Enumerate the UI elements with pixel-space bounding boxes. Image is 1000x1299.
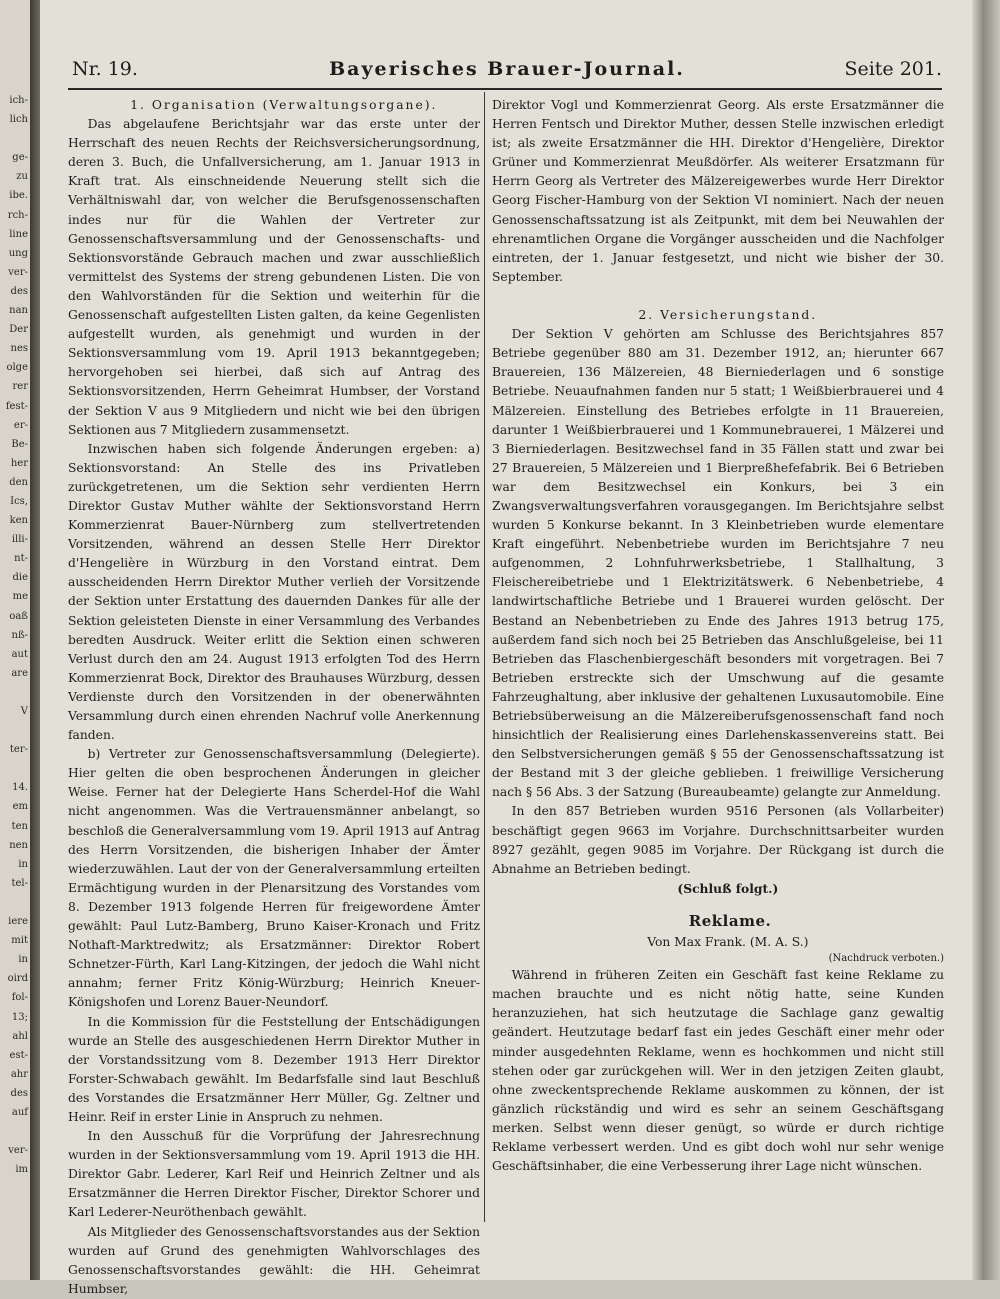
margin-fragment: oird [7, 973, 28, 985]
margin-fragment: line [9, 228, 28, 240]
margin-fragment: er- [13, 419, 28, 431]
margin-fragment: des [10, 285, 28, 297]
column-divider [484, 92, 485, 1222]
margin-fragment: auf [11, 1106, 28, 1118]
margin-fragment: ter- [9, 744, 28, 756]
margin-fragment: oaß [9, 610, 28, 622]
margin-fragment: nß- [11, 629, 28, 641]
newspaper-page [40, 0, 972, 1296]
page-number: Seite 201. [844, 58, 942, 80]
margin-fragment: zu [16, 171, 28, 183]
margin-fragment: Ics, [10, 495, 28, 507]
paragraph: Das abgelaufene Berichtsjahr war das erste unter der Herrschaft des neuen Rechts der Reichsversicherungsordnung, deren 3. Buch, die Unfallversicherung, am 1. Januar 1913 in Kraft trat. Als einschneidende Neuerung stellt sich die Verhältniswahl dar, von welcher die Berufsgenossenschaften indes nur für die Wahlen der Vertreter zur Genossenschaftsversammlung und der Genossenschafts- und Sektionsvorstände Gebrauch machen und zwar ausschließlich vermittelst des Systems der streng gebundenen Listen. Die von den Wahlvorständen für die Sektion und weiterhin für die Genossenschaft aufgestellten Listen galten, da keine Gegenlisten aufgestellt wurden, als genehmigt und wurden in der Sektionsversammlung vom 19. April 1913 bekanntgegeben; hervorgehoben sei hierbei, daß sich auf Antrag des Sektionsvorsitzenden, Herrn Geheimrat Humbser, der Vorstand der Sektion V aus 9 Mitgliedern und nicht wie bei den übrigen Sektionen aus 7 Mitgliedern zusammensetzt. [68, 117, 480, 437]
previous-page-fragments [0, 92, 30, 1180]
book-gutter [30, 0, 40, 1280]
margin-fragment: est- [9, 1049, 28, 1061]
margin-fragment: illi- [11, 534, 28, 546]
margin-fragment: nen [9, 839, 28, 851]
margin-fragment [0, 722, 30, 741]
margin-fragment: 13; [11, 1011, 28, 1023]
margin-fragment [0, 1123, 30, 1142]
margin-fragment [0, 894, 30, 913]
margin-fragment: nt- [14, 553, 28, 565]
article-title: Reklame. [688, 911, 772, 930]
margin-fragment: fest- [5, 400, 28, 412]
reprint-note: (Nachdruck verboten.) [828, 953, 944, 965]
journal-title: Bayerisches Brauer-Journal. [329, 58, 685, 80]
paragraph: In den Ausschuß für die Vorprüfung der Jahresrechnung wurden in der Sektionsversammlung vom 19. April 1913 die HH. Direktor Gabr. Lederer, Karl Reif und Heinrich Zeltner und als Ersatzmänner die Herren Direktor Fischer, Direktor Schorer und Karl Lederer-Neuröthenbach gewählt. [68, 1129, 480, 1220]
margin-fragment: ibe. [9, 190, 28, 202]
section-heading-versicherungstand: 2. Versicherungstand. [638, 308, 818, 323]
margin-fragment: iere [8, 916, 28, 928]
margin-fragment: ahl [12, 1030, 28, 1042]
margin-fragment [0, 130, 30, 149]
margin-fragment: ge- [12, 152, 28, 164]
margin-fragment: den [9, 476, 28, 488]
margin-fragment: me [12, 591, 28, 603]
margin-fragment: 14. [12, 782, 28, 794]
margin-fragment: ung [8, 247, 28, 259]
margin-fragment: ahr [10, 1068, 28, 1080]
margin-fragment: fol- [11, 992, 28, 1004]
margin-fragment: rch- [7, 209, 28, 221]
margin-fragment: Be- [11, 438, 28, 450]
margin-fragment: nes [10, 343, 28, 355]
paragraph: b) Vertreter zur Genossenschaftsversammlung (Delegierte). Hier gelten die oben besprochenen Änderungen in gleicher Weise. Ferner hat der Delegierte Hans Scherdel-Hof die Wahl nicht angenommen. Was die Vertrauensmänner anbelangt, so beschloß die Generalversammlung vom 19. April 1913 auf Antrag des Herrn Vorsitzenden, die bisherigen Inhaber der Ämter wiederzuwählen. Laut der von der Generalversammlung erteilten Ermächtigung wurden in der Plenarsitzung des Vorstandes vom 8. Dezember 1913 folgende Herren für freigewordene Ämter gewählt: Paul Lutz-Bamberg, Bruno Kaiser-Kronach und Fritz Nothaft-Marktredwitz; als Ersatzmänner: Direktor Robert Schnetzer-Fürth, Karl Lang-Kitzingen, der jedoch die Wahl nicht annahm; ferner Fritz König-Würzburg; Heinrich Kneuer-Königshofen und Lorenz Bauer-Neundorf. [68, 747, 480, 1010]
paragraph: Der Sektion V gehörten am Schlusse des Berichtsjahres 857 Betriebe gegenüber 880 am 31. Dezember 1912, an; hierunter 667 Brauereien, 136 Mälzereien, 48 Bierniederlagen und 6 sonstige Betriebe. Neuaufnahmen fanden nur 5 statt; 1 Weißbierbrauerei und 4 Mälzereien. Einstellung des Betriebes erfolgte in 11 Brauereien, darunter 1 Weißbierbrauerei und 1 Kommunebrauerei, 1 Mälzerei und 3 Bierniederlagen. Besitzwechsel fand in 35 Fällen statt und zwar bei 27 Brauereien, 5 Mälzereien und 1 Bierpreßhefefabrik. Bei 6 Betrieben war dem Besitzwechsel ein Konkurs, bei 3 ein Zwangsverwaltungsverfahren vorausgegangen. Im Berichtsjahre selbst wurden 5 Konkurse bekannt. In 3 Kleinbetrieben wurde elementare Kraft eingeführt. Nebenbetriebe wurden im Berichtsjahre 7 neu aufgenommen, 2 Lohnfuhrwerksbetriebe, 1 Stallhaltung, 3 Fleischereibetriebe und 1 Elektrizitätswerk. 6 Nebenbetriebe, 4 landwirtschaftliche Betriebe und 1 Brauerei wurden gelöscht. Der Bestand an Nebenbetrieben zu Ende des Jahres 1913 betrug 175, außerdem fand sich noch bei 25 Betrieben das Anschlußgeleise, bei 11 Betrieben das Flaschenbiergeschäft besonders mit vorgetragen. Bei 7 Betrieben erstreckte sich der Umschwung auf die gesamte Fahrzeughaltung, aber inklusive der gehaltenen Luxusautomobile. Eine Betriebsüberweisung an die Mälzereiberufsgenossenschaft fand noch hinsichtlich der Realisierung eines Darlehenskassenvereins statt. Bei den Selbstversicherungen gemäß § 55 der Genossenschaftssatzung ist der Bestand mit 3 der gleiche geblieben. 1 freiwillige Versicherung nach § 56 Abs. 3 der Satzung (Bureaubeamte) gelangte zur Anmeldung. [492, 327, 944, 800]
margin-fragment: in [18, 858, 28, 870]
page-header [72, 58, 942, 88]
margin-fragment: ver- [8, 266, 28, 278]
page-edge-shadow [972, 0, 1000, 1280]
paragraph: In den 857 Betrieben wurden 9516 Personen (als Vollarbeiter) beschäftigt gegen 9663 im Vorjahre. Durchschnittsarbeiter wurden 8927 gezählt, gegen 9085 im Vorjahre. Der Rückgang ist durch die Abnahme an Betrieben bedingt. [492, 804, 944, 876]
paragraph: Inzwischen haben sich folgende Änderungen ergeben: a) Sektionsvorstand: An Stelle des ins Privatleben zurückgetretenen, um die Sektion sehr verdienten Herrn Direktor Gustav Muther wählte der Sektionsvorstand Herrn Kommerzienrat Bauer-Nürnberg zum stellvertretenden Vorsitzenden, während an dessen Stelle Herr Direktor d'Hengelière in Würzburg in den Vorstand eintrat. Dem ausscheidenden Herrn Direktor Muther verlieh der Vorsitzende der Sektion unter Erstattung des dauernden Dankes für alle der Sektion geleisteten Dienste in einer Versammlung des Verbandes beredten Ausdruck. Weiter erlitt die Sektion einen schweren Verlust durch den am 24. August 1913 erfolgten Tod des Herrn Kommerzienrat Bock, Direktor des Brauhauses Würzburg, dessen Verdienste durch den Vorsitzenden in der obenerwähnten Versammlung durch einen ehrenden Nachruf volle Anerkennung fanden. [68, 441, 480, 743]
issue-number: Nr. 19. [72, 58, 138, 80]
margin-fragment: des [10, 1087, 28, 1099]
paragraph: Während in früheren Zeiten ein Geschäft fast keine Reklame zu machen brauchte und es nicht nötig hatte, seine Kunden heranzuziehen, hat sich heutzutage die Sachlage ganz gewaltig geändert. Heutzutage bedarf fast ein jedes Geschäft einer mehr oder minder ausgedehnten Reklame, wenn es hochkommen und nicht still stehen oder gar zurückgehen will. Wer in den jetzigen Zeiten glaubt, ohne zweckentsprechende Reklame auskommen zu können, der ist gänzlich rückständig und wird es sehr an seinem Geschäftsgang merken. Selbst wenn dieser genügt, so würde er durch richtige Reklame verbessert werden. Und es gibt doch wohl nur sehr wenige Geschäftsinhaber, die eine Verbesserung ihrer Lage nicht wünschen. [492, 968, 944, 1174]
margin-fragment: aut [11, 648, 28, 660]
margin-fragment: rer [12, 381, 28, 393]
margin-fragment: V [20, 706, 28, 717]
margin-fragment [0, 684, 30, 703]
margin-fragment: her [10, 457, 28, 469]
margin-fragment: mit [11, 935, 28, 947]
header-rule [68, 88, 942, 90]
to-be-continued-note: (Schluß folgt.) [677, 880, 779, 896]
margin-fragment: im [15, 1164, 28, 1176]
spacer [492, 287, 944, 306]
margin-fragment: tel- [11, 877, 28, 889]
margin-fragment: die [12, 572, 28, 584]
paragraph: Als Mitglieder des Genossenschaftsvorstandes aus der Sektion wurden auf Grund des genehmigten Wahlvorschlages des Genossenschaftsvorstandes gewählt: die HH. Geheimrat Humbser, [68, 1224, 480, 1296]
left-column [68, 96, 480, 1299]
margin-fragment: are [11, 667, 28, 679]
margin-fragment: em [12, 801, 28, 813]
margin-fragment: ten [11, 820, 28, 832]
paragraph: In die Kommission für die Feststellung der Entschädigungen wurde an Stelle des ausgeschiedenen Herrn Direktor Muther in der Vorstandssitzung vom 8. Dezember 1913 Herr Direktor Forster-Schwabach gewählt. Im Bedarfsfalle sind laut Beschluß des Vorstandes die Ersatzmänner Herr Müller, Gg. Zeltner und Heinr. Reif in erster Linie in Anspruch zu nehmen. [68, 1014, 480, 1124]
paragraph: Direktor Vogl und Kommerzienrat Georg. Als erste Ersatzmänner die Herren Fentsch und Direktor Muther, dessen Stelle inzwischen erledigt ist; als zweite Ersatzmänner die HH. Direktor d'Hengelière, Direktor Grüner und Kommerzienrat Meußdörfer. Als weiterer Ersatzmann für Herrn Georg als Vertreter des Mälzereigewerbes wurde Herr Direktor Georg Fischer-Hamburg von der Sektion VI nominiert. Nach der neuen Genossenschaftssatzung ist als Zeitpunkt, mit dem bei Neuwahlen der ehrenamtlichen Organe die Vorgänger ausscheiden und die Nachfolger eintreten, der 1. Januar festgesetzt, und nicht wie bisher der 30. September. [492, 98, 944, 284]
margin-fragment: Der [9, 324, 28, 336]
margin-fragment: olge [6, 362, 28, 374]
article-byline: Von Max Frank. (M. A. S.) [647, 935, 809, 950]
margin-fragment: in [18, 954, 28, 966]
margin-fragment: nan [9, 305, 28, 317]
right-column [492, 96, 944, 1176]
margin-fragment: ver- [8, 1145, 28, 1157]
margin-fragment: lich [9, 114, 28, 126]
margin-fragment [0, 760, 30, 779]
margin-fragment: ken [9, 515, 28, 527]
section-heading-organisation: 1. Organisation (Verwaltungsorgane). [130, 98, 438, 112]
margin-fragment: ich- [9, 95, 28, 106]
